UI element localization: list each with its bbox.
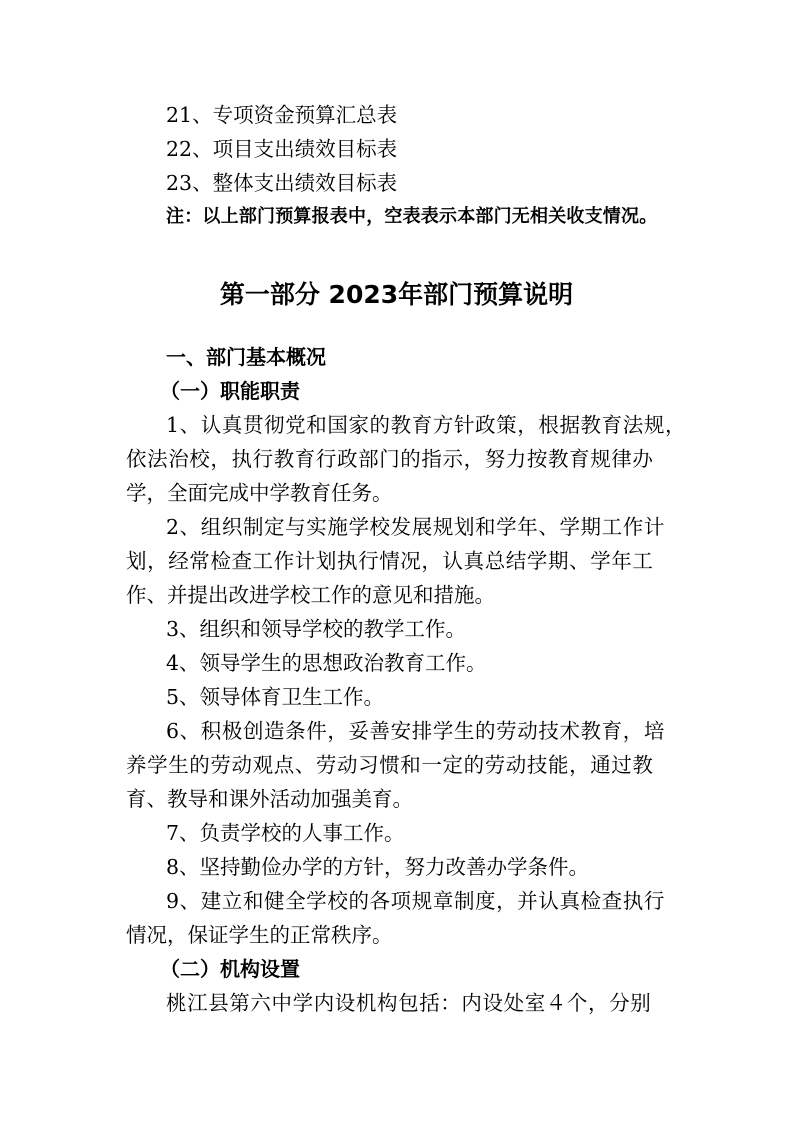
duty-6-line-1: 6、积极创造条件，妥善安排学生的劳动技术教育，培: [166, 719, 665, 743]
toc-item-21: 21、专项资金预算汇总表: [166, 103, 398, 127]
part-title: 第一部分 2023年部门预算说明: [219, 280, 574, 309]
duty-8: 8、坚持勤俭办学的方针，努力改善办学条件。: [166, 855, 590, 879]
duty-1-line-3: 学，全面完成中学教育任务。: [126, 481, 393, 505]
duty-1-line-2: 依法治校，执行教育行政部门的指示，努力按教育规律办: [126, 447, 654, 471]
subsection-title-organization: （二）机构设置: [160, 957, 300, 981]
duty-5: 5、领导体育卫生工作。: [166, 685, 385, 709]
duty-2-line-2: 划，经常检查工作计划执行情况，认真总结学期、学年工: [126, 549, 654, 573]
toc-note: 注：以上部门预算报表中，空表表示本部门无相关收支情况。: [166, 206, 658, 227]
duty-9-line-2: 情况，保证学生的正常秩序。: [126, 923, 393, 947]
duty-1-line-1: 1、认真贯彻党和国家的教育方针政策，根据教育法规，: [166, 413, 687, 437]
duty-4: 4、领导学生的思想政治教育工作。: [166, 651, 487, 675]
duty-9-line-1: 9、建立和健全学校的各项规章制度，并认真检查执行: [166, 889, 665, 913]
toc-item-23: 23、整体支出绩效目标表: [166, 171, 398, 195]
toc-item-22: 22、项目支出绩效目标表: [166, 137, 398, 161]
duty-6-line-3: 育、教导和课外活动加强美育。: [126, 787, 413, 811]
duty-2-line-1: 2、组织制定与实施学校发展规划和学年、学期工作计: [166, 515, 665, 539]
duty-2-line-3: 作、并提出改进学校工作的意见和措施。: [126, 583, 495, 607]
duty-3: 3、组织和领导学校的教学工作。: [166, 617, 467, 641]
duty-7: 7、负责学校的人事工作。: [166, 821, 405, 845]
section-title: 一、部门基本概况: [166, 345, 326, 369]
organization-paragraph: 桃江县第六中学内设机构包括：内设处室４个，分别: [166, 991, 652, 1015]
subsection-title-duties: （一）职能职责: [160, 379, 300, 403]
duty-6-line-2: 养学生的劳动观点、劳动习惯和一定的劳动技能，通过教: [126, 753, 654, 777]
